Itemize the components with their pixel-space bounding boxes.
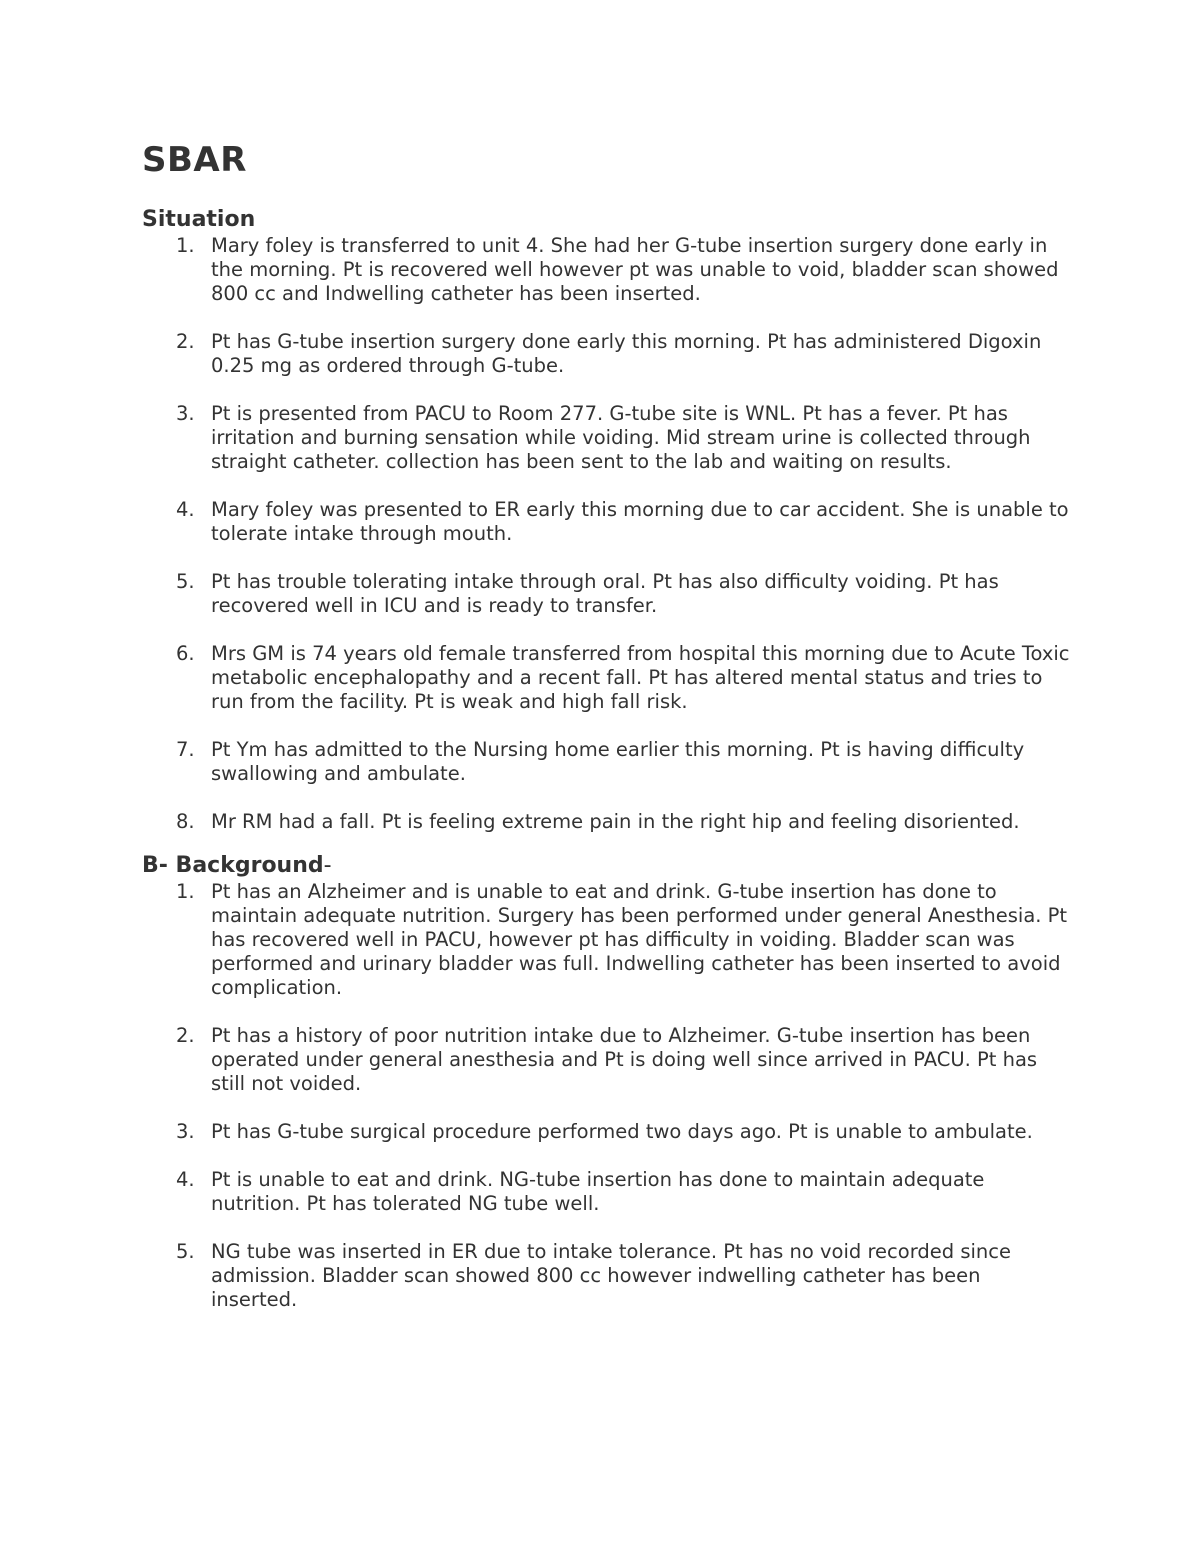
- list-item-text: NG tube was inserted in ER due to intake tolerance. Pt has no void recorded since admission. Bladder scan showed 800 cc however indwelling catheter has been inserted.: [211, 1240, 1011, 1311]
- list-item-number: 5.: [176, 570, 195, 593]
- document-title: SBAR: [142, 140, 247, 180]
- list-item-text: Pt Ym has admitted to the Nursing home earlier this morning. Pt is having difficulty swallowing and ambulate.: [211, 738, 1025, 785]
- background-heading-text: B- Background: [142, 853, 324, 878]
- list-item-number: 7.: [176, 738, 195, 761]
- list-item: [142, 234, 1072, 306]
- list-item: [142, 880, 1072, 1000]
- list-item-text: Pt is presented from PACU to Room 277. G-tube site is WNL. Pt has a fever. Pt has irritation and burning sensation while voiding. Mid stream urine is collected through straight catheter. collection has been sent to the lab and waiting on results.: [211, 402, 1031, 473]
- list-item-number: 4.: [176, 498, 195, 521]
- list-item: [142, 402, 1072, 474]
- list-item-text: Pt has trouble tolerating intake through oral. Pt has also difficulty voiding. Pt has recovered well in ICU and is ready to transfer.: [211, 570, 999, 617]
- document-page: [142, 140, 1072, 1312]
- list-item: [142, 330, 1072, 378]
- list-item-text: Pt has an Alzheimer and is unable to eat and drink. G-tube insertion has done to maintain adequate nutrition. Surgery has been performed under general Anesthesia. Pt has recovered well in PACU, however pt has difficulty in voiding. Bladder scan was performed and urinary bladder was full. Indwelling catheter has been inserted to avoid complication.: [211, 880, 1068, 999]
- list-item: [142, 498, 1072, 546]
- list-item: [142, 810, 1072, 834]
- list-item-text: Mary foley is transferred to unit 4. She had her G-tube insertion surgery done early in the morning. Pt is recovered well however pt was unable to void, bladder scan showed 800 cc and Indwelling catheter has been inserted.: [211, 234, 1059, 305]
- list-item-text: Mary foley was presented to ER early this morning due to car accident. She is unable to tolerate intake through mouth.: [211, 498, 1069, 545]
- list-item-number: 5.: [176, 1240, 195, 1263]
- list-item-text: Pt has G-tube surgical procedure performed two days ago. Pt is unable to ambulate.: [211, 1120, 1033, 1143]
- list-item: [142, 1240, 1072, 1312]
- list-item-text: Mr RM had a fall. Pt is feeling extreme pain in the right hip and feeling disoriented.: [211, 810, 1020, 833]
- list-item: [142, 570, 1072, 618]
- list-item-number: 3.: [176, 402, 195, 425]
- list-item: [142, 1024, 1072, 1096]
- list-item-number: 6.: [176, 642, 195, 665]
- situation-list: [142, 234, 1072, 834]
- list-item-text: Pt has a history of poor nutrition intake due to Alzheimer. G-tube insertion has been operated under general anesthesia and Pt is doing well since arrived in PACU. Pt has still not voided.: [211, 1024, 1038, 1095]
- list-item: [142, 1120, 1072, 1144]
- list-item-text: Pt is unable to eat and drink. NG-tube insertion has done to maintain adequate nutrition. Pt has tolerated NG tube well.: [211, 1168, 985, 1215]
- list-item-number: 8.: [176, 810, 195, 833]
- background-heading-suffix: -: [323, 853, 332, 878]
- list-item-number: 2.: [176, 1024, 195, 1047]
- list-item: [142, 738, 1072, 786]
- list-item-number: 1.: [176, 234, 195, 257]
- list-item-text: Pt has G-tube insertion surgery done early this morning. Pt has administered Digoxin 0.25 mg as ordered through G-tube.: [211, 330, 1042, 377]
- list-item: [142, 642, 1072, 714]
- list-item-text: Mrs GM is 74 years old female transferred from hospital this morning due to Acute Toxic metabolic encephalopathy and a recent fall. Pt has altered mental status and tries to run from the facility. Pt is weak and high fall risk.: [211, 642, 1070, 713]
- list-item: [142, 1168, 1072, 1216]
- background-list: [142, 880, 1072, 1312]
- list-item-number: 2.: [176, 330, 195, 353]
- background-heading: [142, 852, 1072, 880]
- situation-heading: Situation: [142, 207, 256, 232]
- list-item-number: 1.: [176, 880, 195, 903]
- list-item-number: 3.: [176, 1120, 195, 1143]
- list-item-number: 4.: [176, 1168, 195, 1191]
